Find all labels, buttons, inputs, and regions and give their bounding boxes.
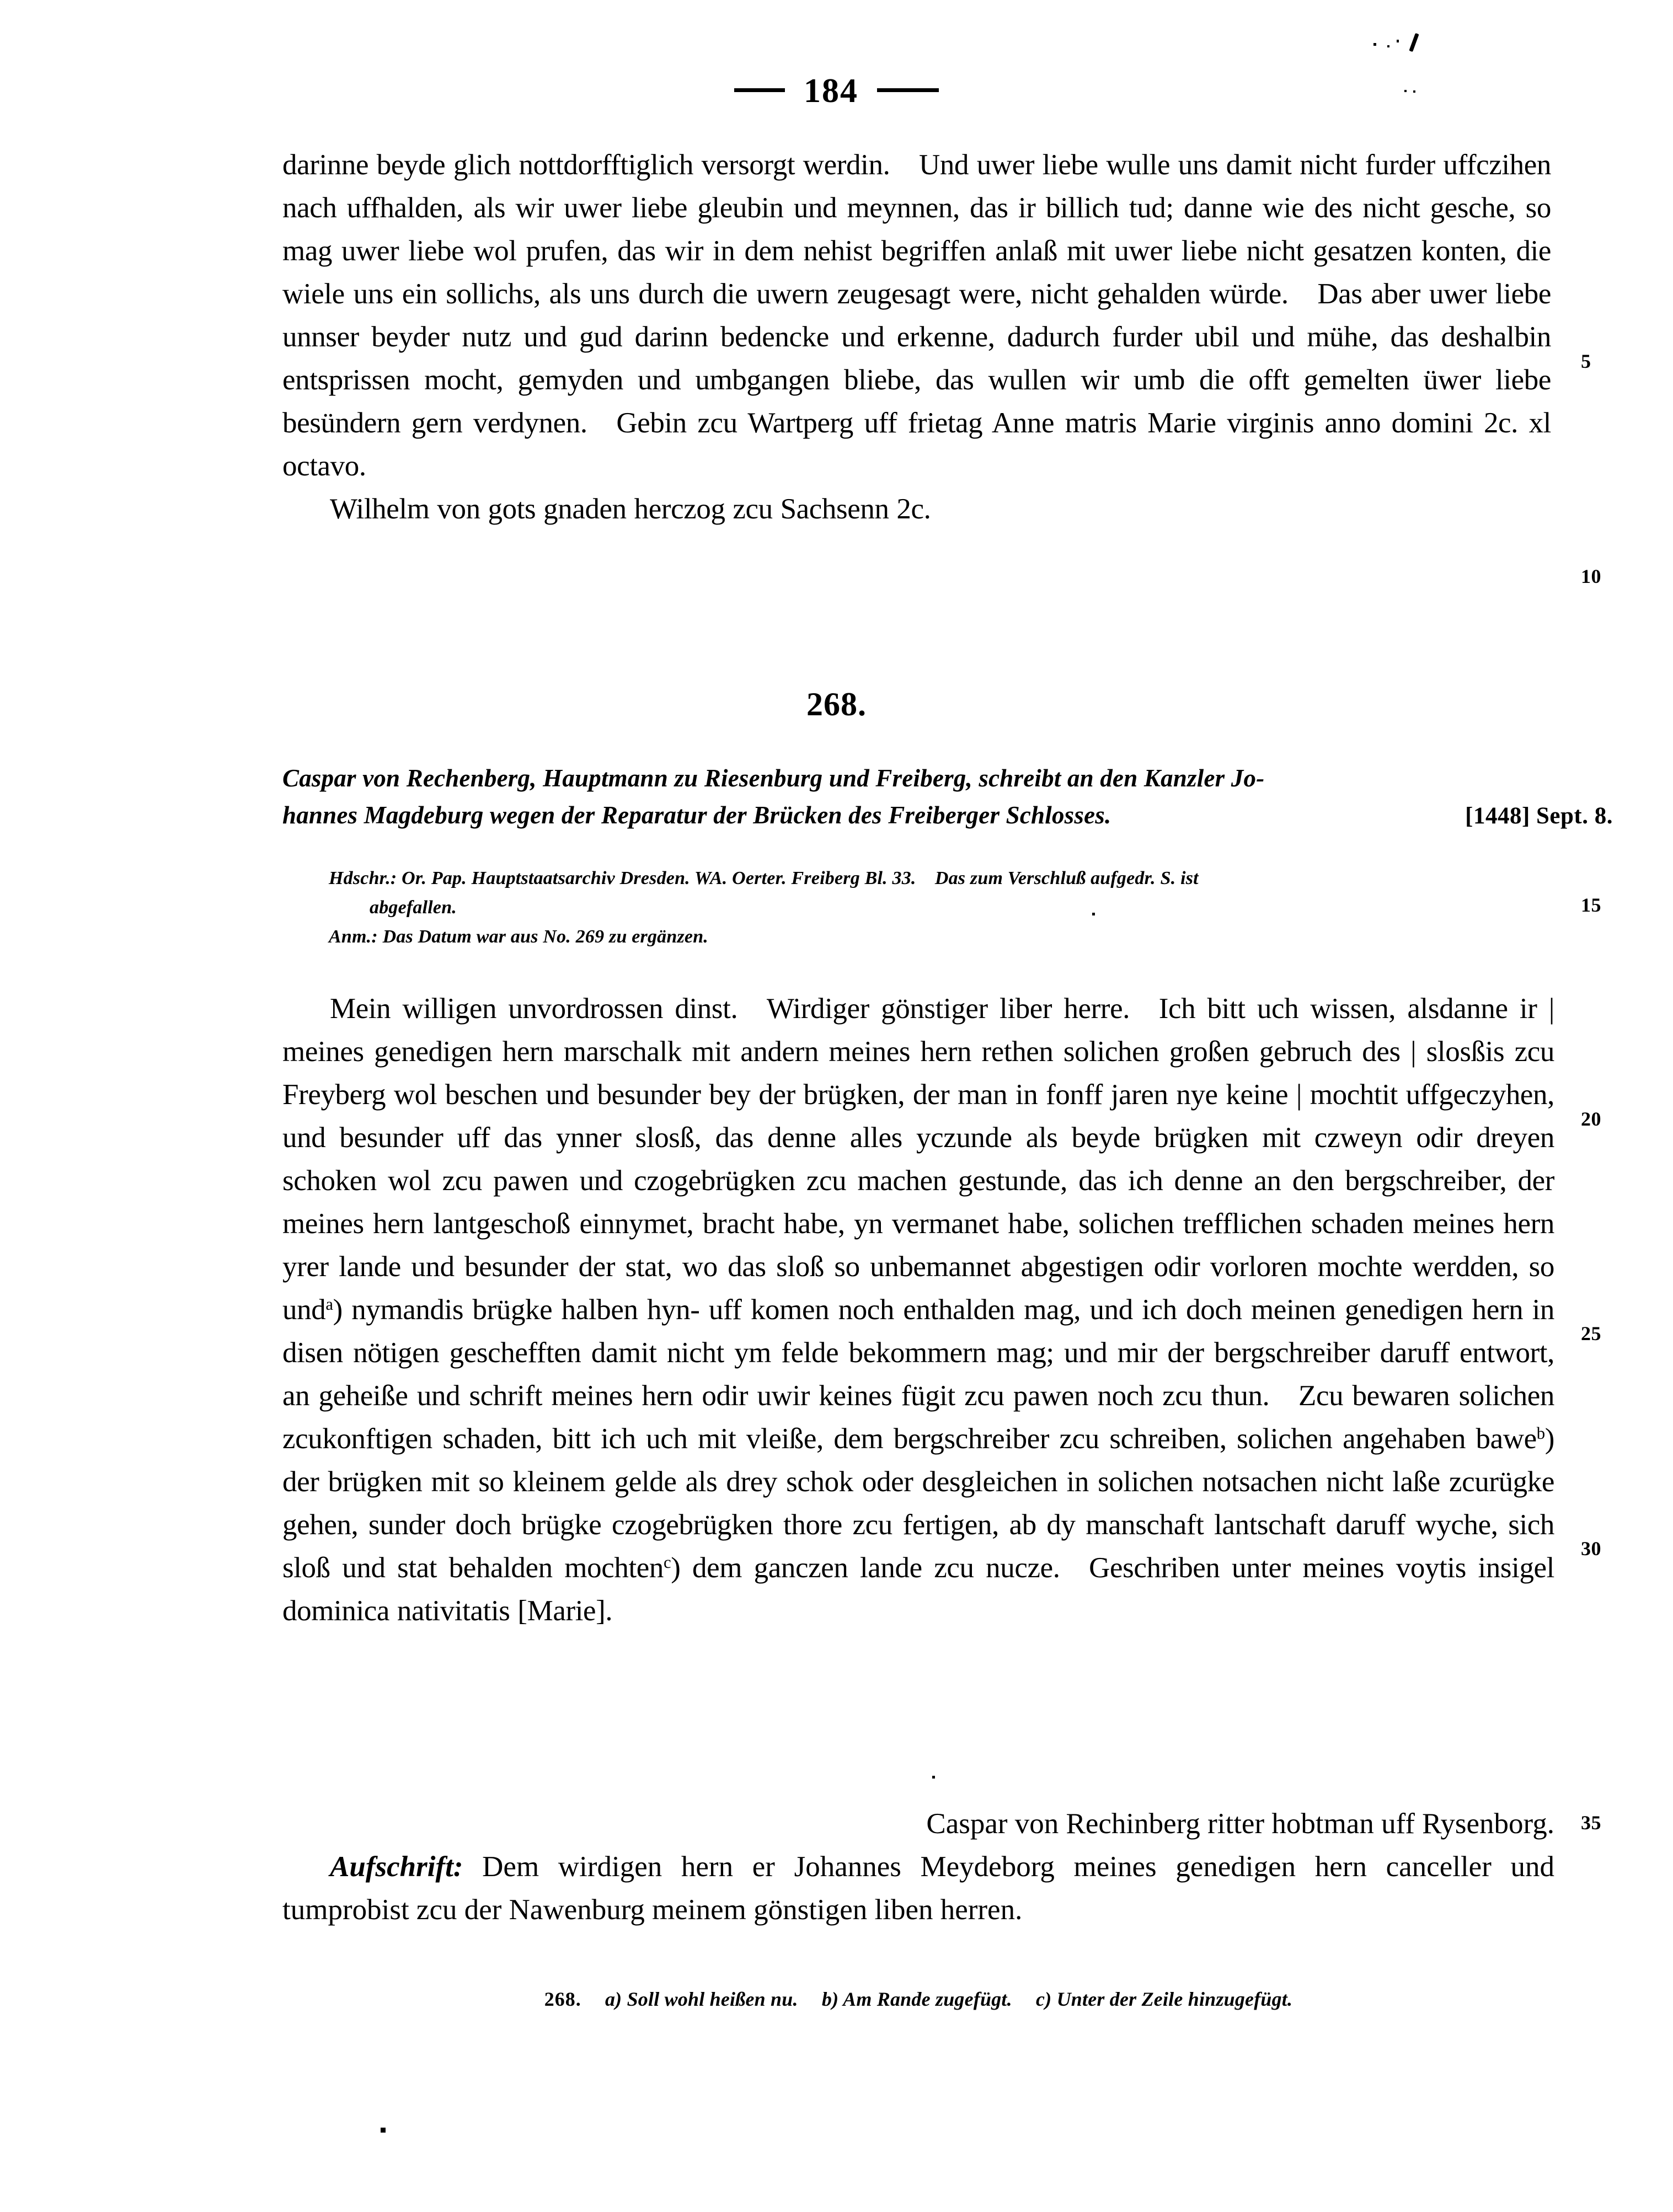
aufschrift-label: Aufschrift: [330, 1851, 463, 1883]
regest-line-2: hannes Magdeburg wegen der Reparatur der Brücken des Freiberger Schlosses. [282, 801, 1111, 829]
letter-body [282, 987, 1554, 1632]
line-number-5: 5 [1581, 350, 1591, 372]
letter-text-segment-2: ) nymandis brügke halben hyn- uff komen noch enthalden mag, und ich doch meinen genedigen hern in disen nötigen geschefften damit nicht ym felde bekommern mag; und mir der bergschreiber daruff entwort, an geheiße und schrift meines hern odir uwir keines fügit zcu pawen noch zcu thun. Zcu bewaren solichen zcukonftigen schaden, bitt ich uch mit vleiße, dem bergschreiber zcu schreiben, solichen angehaben bawe [282, 1294, 1554, 1455]
footnote-mark-b: b) [821, 1988, 839, 2010]
line-number-20: 20 [1581, 1108, 1601, 1130]
annotation-text: Das Datum war aus No. 269 zu ergänzen. [382, 926, 709, 947]
manuscript-continuation: abgefallen. [370, 897, 457, 918]
page-header [0, 72, 1673, 111]
document-number-heading: 268. [806, 686, 867, 722]
line-number-30: 30 [1581, 1538, 1601, 1560]
scan-artifact [1409, 33, 1419, 52]
footnote-mark-c: c) [1036, 1988, 1052, 2010]
line-number-10: 10 [1581, 565, 1601, 587]
scan-artifact [932, 1776, 935, 1779]
manuscript-line [329, 864, 1597, 893]
footnote-mark-a: a) [605, 1988, 622, 2010]
header-rule-right [877, 88, 939, 92]
source-apparatus [329, 864, 1597, 951]
footnote-marker-a: a [325, 1295, 333, 1314]
footnote-marker-c: c [664, 1553, 671, 1572]
manuscript-reference: Or. Pap. Hauptstaatsarchiv Dresden. WA. Oerter. Freiberg Bl. 33. Das zum Verschluß aufgedr. S. ist [402, 868, 1199, 888]
annotation-label: Anm.: [329, 926, 378, 947]
line-number-35: 35 [1581, 1812, 1601, 1834]
scan-artifact [1397, 40, 1399, 42]
footnote-text-c: Unter der Zeile hinzugefügt. [1056, 1988, 1293, 2010]
line-number-25: 25 [1581, 1322, 1601, 1345]
letter-text-segment-1: Mein willigen unvordrossen dinst. Wirdiger gönstiger liber herre. Ich bitt uch wissen, alsdanne ir | meines genedigen hern marschalk mit andern meines hern rethen solichen großen gebruch des | slosßis zcu Freyberg wol beschen und besunder bey der brügken, der man in fonff jaren nye keine | mochtit uffgeczyhen, und besunder uff das ynner slosß, das denne alles yczunde als beyde brügken mit czweyn odir dreyen schoken wol zcu pawen und czogebrügken zcu machen gestunde, das ich denne an den bergschreiber, der meines hern lantgeschoß einnymet, bracht habe, yn vermanet habe, solichen trefflichen schaden meines hern yrer lande und besunder der stat, wo das sloß so unbemannet abgestigen odir vorloren mochte werdden, so und [282, 993, 1554, 1326]
regest-line-2-row [282, 797, 1613, 834]
letter-paragraph [282, 987, 1554, 1632]
footnote-document-number: 268. [544, 1988, 581, 2010]
paragraph: darinne beyde glich nottdorfftiglich versorgt werdin. Und uwer liebe wulle uns damit nicht furder uffczihen nach uffhalden, als wir uwer liebe gleubin und meynnen, das ir billich tud; danne wie des nicht gesche, so mag uwer liebe wol prufen, das wir in dem nehist begriffen anlaß mit uwer liebe nicht gesatzen konten, die wiele uns ein sollichs, als uns durch die uwern zeugesagt were, nicht gehalden würde. Das aber uwer liebe unnser beyder nutz und gud darinn bedencke und erkenne, dadurch furder ubil und mühe, das deshalbin entsprissen mocht, gemyden und umbgangen bliebe, das wullen wir umb die offt gemelten üwer liebe besündern gern verdynen. Gebin zcu Wartperg uff frietag Anne matris Marie virginis anno domini 2c. xl octavo. [282, 149, 1551, 482]
regest [282, 760, 1613, 834]
scan-artifact [1387, 45, 1389, 47]
document-date: [1448] Sept. 8. [1465, 803, 1613, 829]
scan-artifact [381, 2128, 386, 2133]
letter-text-segment-3: ) der brügken mit so kleinem gelde als drey schok oder desgleichen in solichen notsachen nicht laße zcurügke gehen, sunder doch brügke czogebrügken thore zcu fertigen, ab dy manschaft lantschaft daruff wyche, sich sloß und stat behalden mochten [282, 1423, 1554, 1584]
letter-address [282, 1845, 1554, 1931]
letter-text-segment-4: ) dem ganczen lande zcu nucze. Geschriben unter meines voytis insigel dominica nativitatis [Marie]. [282, 1552, 1554, 1627]
header-rule-left [734, 88, 785, 92]
footnote-marker-b: b [1536, 1424, 1545, 1443]
letter-signature: Caspar von Rechinberg ritter hobtman uff Rysenborg. [926, 1808, 1554, 1840]
footnote-text-b: Am Rande zugefügt. [843, 1988, 1012, 2010]
page-number: 184 [804, 72, 858, 110]
annotation-line [329, 922, 1597, 951]
footnote-text-a: Soll wohl heißen nu. [627, 1988, 798, 2010]
manuscript-label: Hdschr.: [329, 868, 397, 888]
regest-line-1: Caspar von Rechenberg, Hauptmann zu Riesenburg und Freiberg, schreibt an den Kanzler Jo- [282, 764, 1265, 792]
scan-artifact [1373, 43, 1376, 46]
footnotes [282, 1984, 1554, 2014]
paragraph-signature: Wilhelm von gots gnaden herczog zcu Sachsenn 2c. [330, 493, 931, 525]
previous-document-text [282, 143, 1551, 531]
line-number-15: 15 [1581, 894, 1601, 916]
aufschrift-text: Dem wirdigen hern er Johannes Meydeborg meines genedigen hern canceller und tumprobist zcu der Nawenburg meinem gönstigen liben herren. [282, 1851, 1555, 1926]
